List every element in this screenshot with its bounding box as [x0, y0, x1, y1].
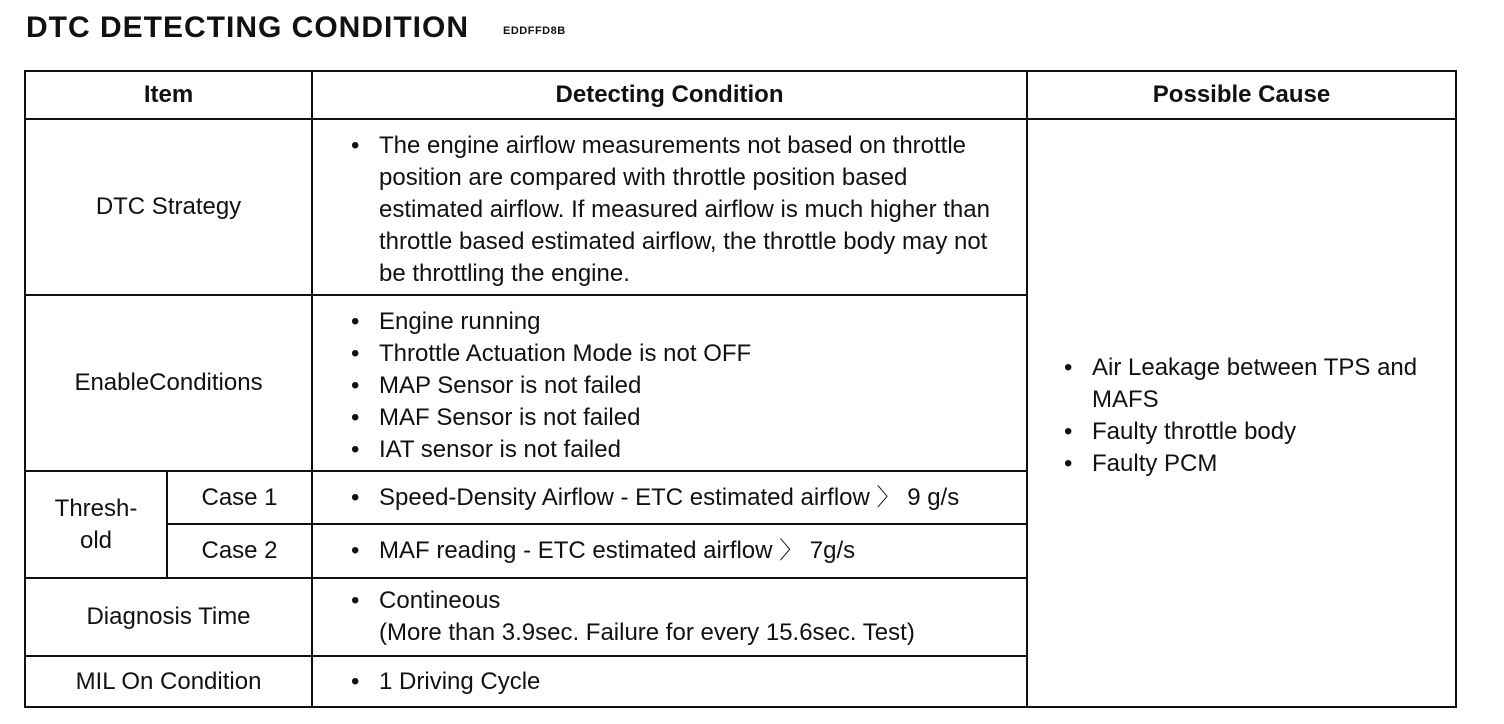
list-item: • Contineous [351, 585, 1016, 617]
list-item: • Speed-Density Airflow - ETC estimated airflow 〉 9 g/s [351, 482, 1016, 514]
diagnosis-time-detail: (More than 3.9sec. Failure for every 15.6sec. Test) [379, 619, 915, 646]
list-item: • Throttle Actuation Mode is not OFF [351, 338, 1016, 370]
title-row [26, 8, 566, 48]
list-item: • Engine running [351, 306, 1016, 338]
list-item: • 1 Driving Cycle [351, 666, 1016, 698]
item-dtc-strategy: DTC Strategy [25, 119, 312, 295]
item-diagnosis-time: Diagnosis Time [25, 578, 312, 656]
item-case-1: Case 1 [167, 471, 312, 524]
condition-diagnosis-time [312, 578, 1027, 656]
list-item: • MAF reading - ETC estimated airflow 〉 7g/s [351, 535, 1016, 567]
condition-enable-conditions [312, 295, 1027, 471]
condition-case-2 [312, 524, 1027, 578]
table-header-row [25, 71, 1456, 119]
list-item: • MAP Sensor is not failed [351, 370, 1016, 402]
possible-cause-cell [1027, 119, 1456, 707]
item-enable-conditions: EnableConditions [25, 295, 312, 471]
list-item: • MAF Sensor is not failed [351, 402, 1016, 434]
document-code: EDDFFD8B [503, 25, 566, 37]
threshold-label-line1: Thresh- [54, 494, 138, 522]
possible-cause-item: • Faulty PCM [1064, 448, 1445, 480]
possible-cause-item: • Air Leakage between TPS and MAFS [1064, 352, 1445, 416]
column-header-condition: Detecting Condition [312, 71, 1027, 119]
item-case-2: Case 2 [167, 524, 312, 578]
table-row-strategy [25, 119, 1456, 295]
condition-dtc-strategy [312, 119, 1027, 295]
item-threshold [25, 471, 167, 578]
list-item: • IAT sensor is not failed [351, 434, 1016, 466]
dtc-condition-table [24, 70, 1457, 708]
page-title: DTC DETECTING CONDITION [26, 11, 469, 44]
column-header-item: Item [25, 71, 312, 119]
list-item: • The engine airflow measurements not based on throttle position are compared with throttle position based estimated airflow. If measured airflow is much higher than throttle based estimated airflow, the throttle body may not be throttling the engine. [351, 130, 1016, 290]
condition-mil-on [312, 656, 1027, 707]
item-mil-on-condition: MIL On Condition [25, 656, 312, 707]
column-header-cause: Possible Cause [1027, 71, 1456, 119]
possible-cause-item: • Faulty throttle body [1064, 416, 1445, 448]
threshold-label-line2: old [79, 526, 113, 554]
condition-case-1 [312, 471, 1027, 524]
